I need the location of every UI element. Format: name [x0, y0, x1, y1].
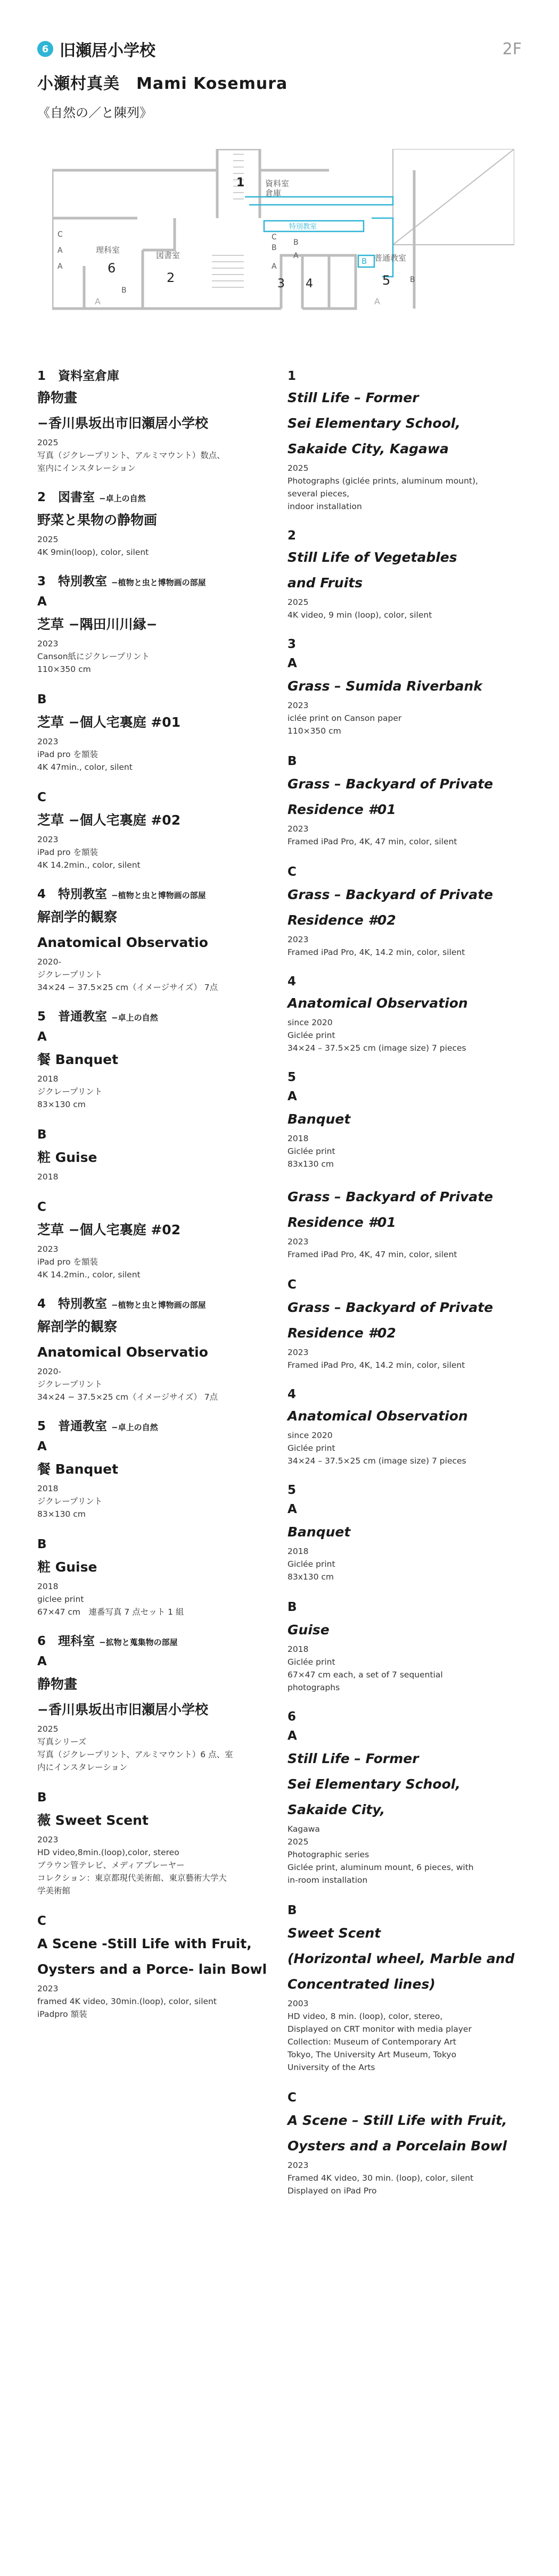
artwork-title: Grass – Backyard of Private: [287, 887, 494, 902]
artwork-title: 静物畫: [37, 1676, 78, 1692]
artwork-detail: 2018: [287, 1134, 309, 1143]
svg-text:2: 2: [167, 270, 175, 285]
venue-name: 旧瀬居小学校: [60, 41, 155, 60]
artwork-title: Residence #01: [287, 802, 396, 817]
artwork-title: Sei Elementary School,: [287, 416, 461, 431]
caption-item-ja: [37, 885, 272, 994]
artwork-detail: Framed iPad Pro, 4K, 47 min, color, silent: [287, 837, 457, 846]
artwork-detail: 2023: [37, 1984, 59, 1993]
svg-text:5: 5: [382, 273, 391, 288]
room-heading: 3 特別教室 −植物と虫と博物画の部屋: [37, 575, 206, 588]
room-subtitle: −卓上の自然: [111, 1423, 158, 1432]
artwork-detail: 67×47 cm 連番写真 7 点セット 1 組: [37, 1607, 184, 1617]
caption-item-ja: [37, 1911, 272, 2021]
artwork-detail: photographs: [287, 1683, 340, 1692]
artwork-title: 餐 Banquet: [37, 1461, 119, 1477]
artwork-title: 芝草 −個人宅裏庭 #02: [37, 812, 181, 828]
svg-text:C: C: [272, 233, 277, 242]
artwork-detail: 2023: [287, 1237, 309, 1247]
room-heading: 2 図書室 −卓上の自然: [37, 491, 146, 504]
svg-text:A: A: [293, 252, 299, 260]
artwork-detail: Framed 4K video, 30 min. (loop), color, silent: [287, 2173, 474, 2183]
artwork-detail: 4K video, 9 min (loop), color, silent: [287, 610, 432, 620]
artist-name: 小瀬村真美 Mami Kosemura: [37, 74, 288, 93]
svg-text:図書室: 図書室: [156, 251, 180, 260]
artwork-detail: 2023: [287, 1348, 309, 1357]
artwork-detail: Canson紙にジクレープリント: [37, 652, 150, 661]
work-title: 《自然の／と陳列》: [37, 105, 152, 120]
room-number: 6: [287, 1710, 297, 1724]
work-letter: C: [287, 1278, 297, 1292]
artwork-title: 芝草 −個人宅裏庭 #01: [37, 714, 181, 730]
artwork-title: Sweet Scent: [287, 1925, 381, 1941]
artwork-title: Guise: [287, 1622, 330, 1638]
artwork-detail: 4K 47min., color, silent: [37, 762, 133, 772]
work-letter: C: [37, 791, 46, 804]
artwork-detail: Giclée print: [287, 1559, 335, 1569]
svg-text:3: 3: [277, 277, 285, 290]
svg-text:A: A: [57, 246, 63, 255]
artwork-detail: Photographic series: [287, 1850, 369, 1859]
room-heading: 5 普通教室 −卓上の自然: [37, 1419, 158, 1433]
caption-item-ja: [37, 1125, 272, 1183]
artwork-title: Anatomical Observation: [287, 995, 468, 1011]
english-caption-column: [287, 367, 522, 2211]
caption-item-en: [287, 1184, 522, 1261]
artwork-detail: Giclée print: [287, 1657, 335, 1667]
artwork-title: Residence #02: [287, 1325, 396, 1341]
caption-item-en: [287, 1597, 522, 1694]
work-letter: B: [287, 1904, 297, 1917]
caption-item-en: [287, 527, 522, 621]
artwork-detail: Framed iPad Pro, 4K, 47 min, color, silent: [287, 1250, 457, 1259]
artwork-detail: ジクレープリント: [37, 1497, 103, 1506]
work-letter: C: [37, 1200, 46, 1214]
artwork-title: Anatomical Observatio: [37, 1344, 208, 1360]
room-number: 4: [287, 1387, 297, 1401]
room-subtitle: −卓上の自然: [111, 1013, 158, 1023]
artwork-detail: 83x130 cm: [287, 1159, 334, 1169]
work-letter: B: [37, 693, 47, 707]
caption-item-ja: [37, 1417, 272, 1520]
artwork-detail: 写真（ジクレープリント、アルミマウント）6 点、室: [37, 1750, 233, 1759]
artwork-detail: 34×24 − 37.5×25 cm（イメージサイズ） 7点: [37, 983, 218, 992]
artwork-detail: 4K 9min(loop), color, silent: [37, 547, 149, 557]
svg-text:6: 6: [108, 261, 116, 276]
artwork-detail: 4K 14.2min., color, silent: [37, 1270, 141, 1279]
caption-item-ja: [37, 572, 272, 676]
room-subtitle: −卓上の自然: [99, 494, 146, 503]
artwork-title: 解剖学的観察: [37, 1319, 118, 1334]
artwork-detail: 2018: [37, 1582, 59, 1591]
artwork-detail: iPad pro を額装: [37, 847, 98, 857]
work-letter: C: [287, 865, 297, 879]
caption-item-ja: [37, 787, 272, 871]
svg-text:普通教室: 普通教室: [374, 253, 407, 263]
artwork-detail: Giclée print: [287, 1443, 335, 1453]
artwork-detail: 2023: [37, 1244, 59, 1254]
artwork-detail: 83×130 cm: [37, 1100, 86, 1109]
room-number: 3: [287, 637, 297, 651]
artwork-detail: iPadpro 額装: [37, 2009, 87, 2019]
svg-text:B: B: [272, 244, 277, 252]
room-number: 4: [287, 975, 297, 988]
artwork-title: Sei Elementary School,: [287, 1776, 461, 1792]
artwork-detail: Framed iPad Pro, 4K, 14.2 min, color, silent: [287, 948, 465, 957]
artwork-title: 芝草 −個人宅裏庭 #02: [37, 1222, 181, 1237]
artwork-detail: Kagawa: [287, 1824, 320, 1834]
svg-text:A: A: [374, 296, 380, 306]
room-number: 5: [287, 1070, 297, 1084]
caption-item-en: [287, 2088, 522, 2197]
artwork-detail: 2025: [37, 1724, 59, 1734]
artwork-title: 薇 Sweet Scent: [37, 1813, 149, 1828]
work-letter: A: [37, 1655, 47, 1668]
artwork-detail: 34×24 – 37.5×25 cm (image size) 7 pieces: [287, 1456, 466, 1466]
caption-item-ja: [37, 1632, 272, 1774]
artwork-detail: Framed iPad Pro, 4K, 14.2 min, color, silent: [287, 1360, 465, 1370]
artwork-title: A Scene – Still Life with Fruit,: [287, 2113, 507, 2128]
artwork-title: Sakaide City, Kagawa: [287, 441, 449, 456]
artwork-detail: framed 4K video, 30min.(loop), color, silent: [37, 1997, 217, 2006]
caption-item-ja: [37, 488, 272, 559]
floor-map: [52, 149, 514, 330]
work-letter: A: [37, 1030, 47, 1044]
caption-item-en: [287, 635, 522, 737]
artwork-title: Banquet: [287, 1111, 351, 1127]
artwork-detail: 2020-: [37, 957, 62, 967]
artwork-detail: iPad pro を額装: [37, 1257, 98, 1267]
artwork-detail: 2023: [37, 737, 59, 746]
artwork-detail: 2003: [287, 1999, 309, 2008]
artwork-detail: Tokyo, The University Art Museum, Tokyo: [287, 2050, 457, 2059]
svg-text:B: B: [410, 276, 415, 284]
artwork-detail: 2023: [287, 701, 309, 710]
artwork-detail: 2025: [287, 597, 309, 607]
venue-number-badge: 6: [37, 41, 53, 57]
room-subtitle: −植物と虫と博物画の部屋: [111, 891, 206, 900]
work-letter: C: [287, 2091, 297, 2105]
artwork-title: −香川県坂出市旧瀬居小学校: [37, 1702, 208, 1717]
work-letter: B: [37, 1538, 47, 1551]
artwork-detail: 写真シリーズ: [37, 1737, 87, 1747]
caption-item-ja: [37, 689, 272, 774]
artwork-detail: ジクレープリント: [37, 970, 103, 979]
work-letter: A: [287, 1729, 297, 1743]
artwork-detail: 34×24 − 37.5×25 cm（イメージサイズ） 7点: [37, 1392, 218, 1402]
artwork-detail: HD video, 8 min. (loop), color, stereo,: [287, 2012, 443, 2021]
work-letter: A: [37, 595, 47, 609]
artwork-detail: 2023: [37, 835, 59, 844]
artwork-detail: several pieces,: [287, 489, 350, 498]
artwork-detail: 2018: [37, 1074, 59, 1084]
room-number: 1: [287, 369, 297, 383]
work-letter: A: [287, 1502, 297, 1516]
artwork-detail: 2023: [37, 639, 59, 649]
artwork-detail: iPad pro を額装: [37, 750, 98, 759]
artwork-title: Grass – Backyard of Private: [287, 1300, 494, 1315]
artwork-detail: 2018: [287, 1547, 309, 1556]
caption-item-ja: [37, 1197, 272, 1281]
artwork-detail: Displayed on CRT monitor with media player: [287, 2024, 472, 2034]
caption-item-en: [287, 1068, 522, 1170]
svg-text:B: B: [361, 256, 367, 266]
work-letter: B: [287, 1600, 297, 1614]
artwork-detail: 2025: [37, 438, 59, 447]
work-letter: A: [37, 1440, 47, 1453]
artwork-detail: ブラウン管テレビ、メディアプレーヤー: [37, 1860, 185, 1870]
work-letter: B: [287, 754, 297, 768]
artwork-detail: ジクレープリント: [37, 1087, 103, 1096]
artwork-detail: 67×47 cm each, a set of 7 sequential: [287, 1670, 443, 1680]
artwork-detail: in-room installation: [287, 1875, 368, 1885]
work-letter: B: [37, 1791, 47, 1805]
room-heading: 5 普通教室 −卓上の自然: [37, 1010, 158, 1024]
room-subtitle: −植物と虫と博物画の部屋: [111, 1300, 206, 1310]
artwork-title: Oysters and a Porcelain Bowl: [287, 2138, 507, 2154]
svg-text:C: C: [57, 230, 63, 239]
svg-text:A: A: [95, 296, 101, 306]
svg-text:理科室: 理科室: [96, 245, 120, 255]
artwork-title: 野菜と果物の静物画: [37, 512, 158, 528]
artwork-detail: 2025: [37, 535, 59, 544]
artwork-detail: giclee print: [37, 1594, 84, 1604]
artwork-title: and Fruits: [287, 575, 363, 591]
artwork-title: Still Life of Vegetables: [287, 550, 457, 565]
caption-item-en: [287, 1275, 522, 1372]
room-subtitle: −植物と虫と博物画の部屋: [111, 578, 206, 587]
svg-text:B: B: [121, 286, 127, 295]
artwork-title: Grass – Backyard of Private: [287, 776, 494, 792]
work-letter: A: [287, 657, 297, 670]
artwork-detail: 2018: [287, 1644, 309, 1654]
artwork-title: Residence #02: [287, 912, 396, 928]
artwork-detail: 写真（ジクレープリント、アルミマウント）数点、: [37, 451, 225, 460]
caption-item-en: [287, 1900, 522, 2074]
artwork-title: Residence #01: [287, 1215, 396, 1230]
svg-text:倉庫: 倉庫: [265, 188, 282, 198]
caption-item-ja: [37, 1788, 272, 1897]
room-heading: 6 理科室 −拡物と蒐集物の部屋: [37, 1634, 178, 1648]
work-letter: A: [287, 1090, 297, 1103]
artwork-title: 静物畫: [37, 390, 78, 405]
caption-item-en: [287, 751, 522, 848]
artwork-detail: 2020-: [37, 1367, 62, 1376]
artwork-title: Anatomical Observation: [287, 1408, 468, 1424]
work-letter: B: [37, 1128, 47, 1142]
artwork-title: Banquet: [287, 1524, 351, 1540]
artwork-title: Still Life – Former: [287, 1751, 419, 1766]
artwork-detail: Giclée print, aluminum mount, 6 pieces, with: [287, 1863, 474, 1872]
page-header: [37, 37, 522, 121]
caption-item-ja: [37, 1008, 272, 1111]
room-heading: 1 資料室倉庫: [37, 369, 120, 383]
room-heading: 4 特別教室 −植物と虫と博物画の部屋: [37, 887, 206, 901]
caption-item-en: [287, 1481, 522, 1583]
artwork-detail: since 2020: [287, 1431, 333, 1440]
artwork-detail: 2023: [287, 824, 309, 834]
artwork-detail: 2025: [287, 1837, 309, 1847]
artwork-title: (Horizontal wheel, Marble and: [287, 1951, 515, 1966]
artwork-detail: 2025: [287, 463, 309, 473]
japanese-caption-column: [37, 367, 272, 2034]
artwork-title: Still Life – Former: [287, 390, 419, 405]
artwork-title: 餐 Banquet: [37, 1052, 119, 1067]
room-number: 5: [287, 1483, 297, 1497]
svg-text:B: B: [293, 238, 299, 247]
artwork-detail: Giclée print: [287, 1031, 335, 1040]
svg-text:1: 1: [236, 176, 245, 189]
svg-text:A: A: [272, 262, 277, 271]
caption-item-en: [287, 1385, 522, 1467]
artwork-title: 粧 Guise: [37, 1150, 97, 1165]
artwork-title: Grass – Sumida Riverbank: [287, 678, 482, 694]
artwork-title: 解剖学的観察: [37, 909, 118, 925]
artwork-title: 粧 Guise: [37, 1559, 97, 1575]
work-letter: C: [37, 1914, 46, 1928]
artwork-title: Anatomical Observatio: [37, 935, 208, 950]
room-heading: 4 特別教室 −植物と虫と博物画の部屋: [37, 1297, 206, 1311]
artwork-title: A Scene -Still Life with Fruit,: [37, 1936, 252, 1951]
artwork-detail: コレクション：東京都現代美術館、東京藝術大学大: [37, 1873, 227, 1883]
artwork-detail: Giclée print: [287, 1146, 335, 1156]
artwork-detail: 学美術館: [37, 1886, 71, 1896]
room-subtitle: −拡物と蒐集物の部屋: [99, 1638, 178, 1647]
svg-text:4: 4: [306, 277, 313, 290]
artwork-detail: 2018: [37, 1484, 59, 1493]
artwork-detail: University of the Arts: [287, 2063, 375, 2072]
svg-text:特別教室: 特別教室: [289, 223, 317, 231]
artwork-detail: 4K 14.2min., color, silent: [37, 860, 141, 870]
caption-item-ja: [37, 1534, 272, 1618]
artwork-detail: since 2020: [287, 1018, 333, 1027]
caption-item-en: [287, 973, 522, 1054]
artwork-detail: 2023: [287, 2160, 309, 2170]
svg-text:A: A: [57, 262, 63, 271]
svg-text:資料室: 資料室: [265, 179, 290, 188]
artwork-title: Concentrated lines): [287, 1976, 435, 1992]
artwork-detail: iclée print on Canson paper: [287, 713, 402, 723]
artwork-detail: 2023: [37, 1835, 59, 1844]
artwork-detail: Displayed on iPad Pro: [287, 2186, 377, 2196]
artwork-detail: 110×350 cm: [287, 726, 341, 736]
artwork-detail: 83×130 cm: [37, 1509, 86, 1519]
artwork-title: Grass – Backyard of Private: [287, 1189, 494, 1204]
artwork-detail: Photographs (giclée prints, aluminum mount),: [287, 476, 478, 486]
artwork-detail: 内にインスタレーション: [37, 1763, 128, 1772]
artwork-detail: Collection: Museum of Contemporary Art: [287, 2037, 456, 2047]
artwork-detail: 34×24 – 37.5×25 cm (image size) 7 pieces: [287, 1043, 466, 1053]
artwork-detail: HD video,8min.(loop),color, stereo: [37, 1848, 179, 1857]
artwork-detail: indoor installation: [287, 502, 362, 511]
caption-item-ja: [37, 1295, 272, 1403]
artwork-title: −香川県坂出市旧瀬居小学校: [37, 416, 208, 431]
artwork-detail: 室内にインスタレーション: [37, 463, 136, 473]
artwork-title: Oysters and a Porce- lain Bowl: [37, 1962, 267, 1977]
artwork-detail: 83x130 cm: [287, 1572, 334, 1582]
artwork-detail: 110×350 cm: [37, 664, 91, 674]
room-number: 2: [287, 529, 297, 543]
floor-label: 2F: [502, 39, 522, 59]
caption-item-ja: [37, 367, 272, 475]
artwork-detail: 2023: [287, 935, 309, 944]
artwork-title: 芝草 −隅田川川縁−: [37, 617, 158, 632]
caption-item-en: [287, 1708, 522, 1887]
artwork-title: Sakaide City,: [287, 1802, 385, 1817]
caption-item-en: [287, 367, 522, 513]
artwork-detail: 2018: [37, 1172, 59, 1182]
artwork-detail: ジクレープリント: [37, 1380, 103, 1389]
caption-item-en: [287, 862, 522, 959]
